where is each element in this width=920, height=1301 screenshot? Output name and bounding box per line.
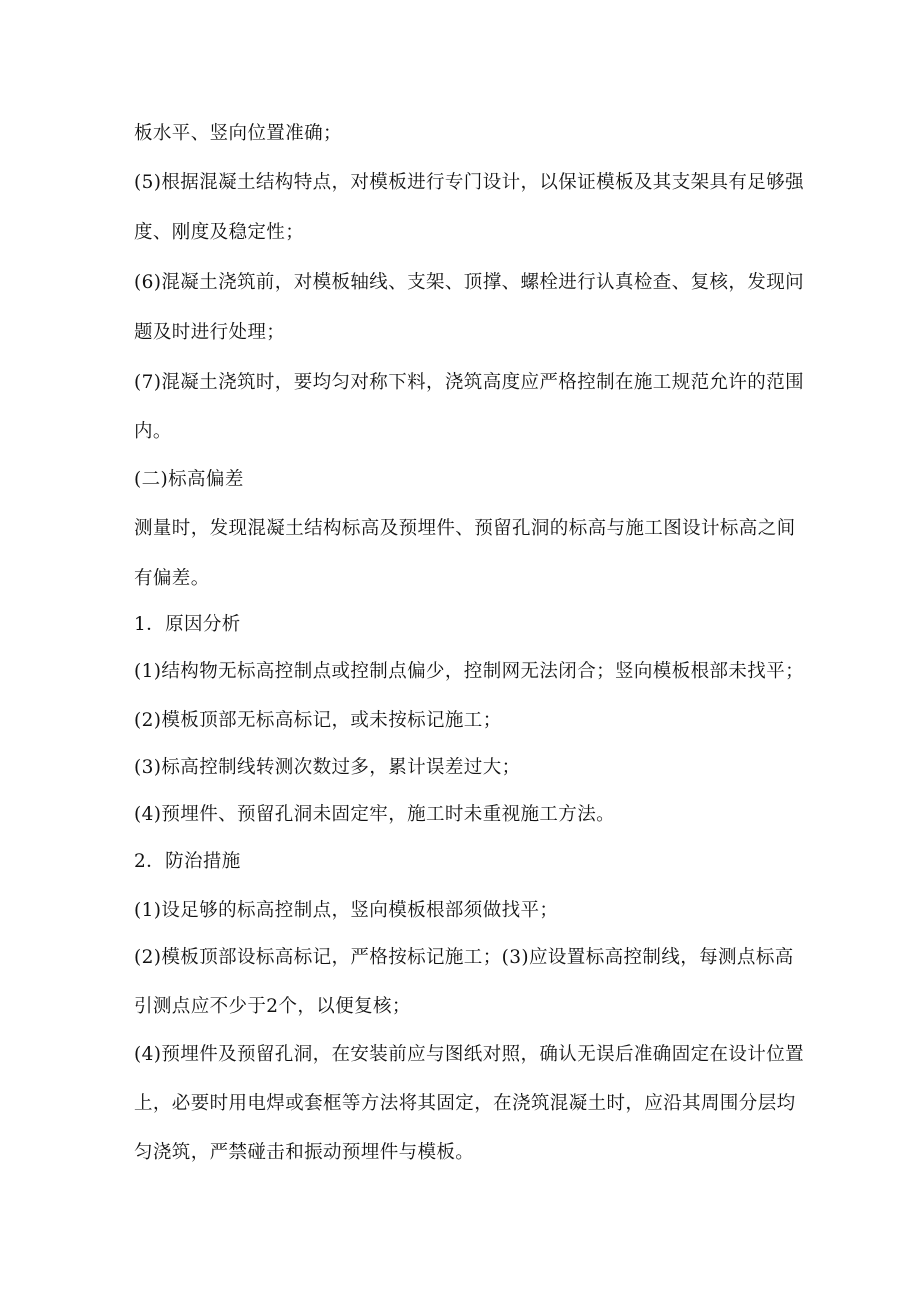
section-heading: (二)标高偏差 [134,469,244,490]
subsection-heading: 1．原因分析 [134,614,241,635]
text-line: 度、刚度及稳定性； [134,222,305,243]
text-line: (6)混凝土浇筑前，对模板轴线、支架、顶撑、螺栓进行认真检查、复核，发现问 [134,272,805,293]
text-line: 引测点应不少于2个，以便复核； [134,996,411,1017]
text-line: (5)根据混凝土结构特点，对模板进行专门设计，以保证模板及其支架具有足够强 [134,172,805,193]
text-line: 上，必要时用电焊或套框等方法将其固定，在浇筑混凝土时，应沿其周围分层均 [134,1093,796,1114]
subsection-heading: 2．防治措施 [134,851,241,872]
text-line: (2)模板顶部无标高标记，或未按标记施工； [134,710,502,731]
text-line: (2)模板顶部设标高标记，严格按标记施工；(3)应设置标高控制线，每测点标高 [134,947,794,968]
text-line: 有偏差。 [134,568,210,589]
text-line: 内。 [134,421,172,442]
text-line: (4)预埋件及预留孔洞，在安装前应与图纸对照，确认无误后准确固定在设计位置 [134,1044,805,1065]
text-line: (1)结构物无标高控制点或控制点偏少，控制网无法闭合；竖向模板根部未找平； [134,661,805,682]
text-line: 测量时，发现混凝土结构标高及预埋件、预留孔洞的标高与施工图设计标高之间 [134,518,796,539]
text-line: 题及时进行处理； [134,322,286,343]
text-line: (3)标高控制线转测次数过多，累计误差过大； [134,757,521,778]
text-line: (4)预埋件、预留孔洞未固定牢，施工时未重视施工方法。 [134,804,616,825]
text-line: 板水平、竖向位置准确； [134,123,342,144]
text-line: (7)混凝土浇筑时，要均匀对称下料，浇筑高度应严格控制在施工规范允许的范围 [134,372,805,393]
text-line: 匀浇筑，严禁碰击和振动预埋件与模板。 [134,1142,475,1163]
text-line: (1)设足够的标高控制点，竖向模板根部须做找平； [134,900,559,921]
